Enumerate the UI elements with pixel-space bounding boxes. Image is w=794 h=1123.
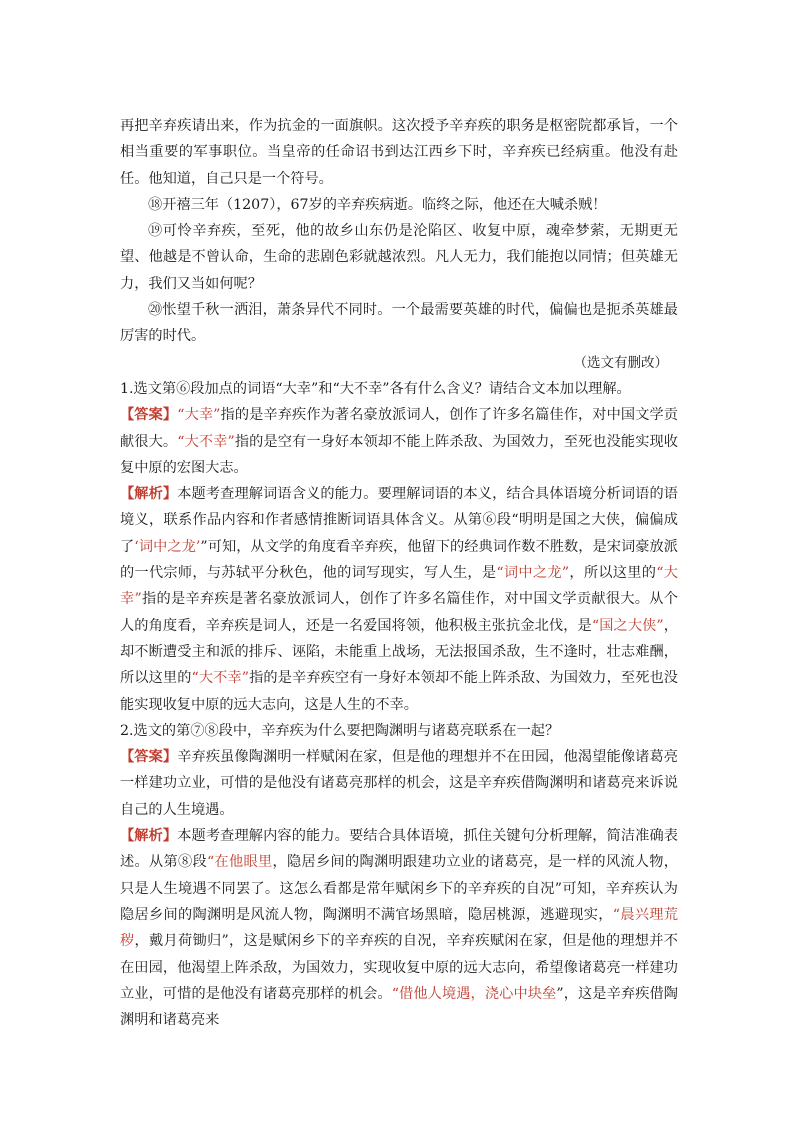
quoted-phrase: “词中之龙” <box>496 565 570 582</box>
answer-2 <box>120 744 678 823</box>
quoted-phrase: “大幸” <box>120 565 678 608</box>
quoted-phrase: “大幸” <box>177 407 221 424</box>
quoted-phrase: “大不幸” <box>177 433 235 450</box>
quoted-phrase: “大不幸” <box>191 670 250 687</box>
paragraph-20: ⑳怅望千秋一洒泪，萧条异代不同时。一个最需要英雄的时代，偏偏也是扼杀英雄最厉害的时代。 <box>120 302 678 345</box>
text-segment: ，却不断遭受主和派的排斥、诬陷，未能重上战场，无法报国杀敌，生不逢时，壮志难酬，所以这里的 <box>120 617 678 687</box>
question-1: 1.选文第⑥段加点的词语“大幸”和“大不幸”各有什么含义？请结合文本加以理解。 <box>120 380 631 397</box>
paragraph-19: ⑲可怜辛弃疾，至死，他的故乡山东仍是沦陷区、收复中原，魂牵梦萦，无期更无望、他越是不曾认命，生命的悲剧色彩就越浓烈。凡人无力，我们能抱以同情；但英雄无力，我们又当如何呢？ <box>120 223 678 292</box>
text-segment: ”，这是辛弃疾借陶渊明和诸葛亮来 <box>120 985 678 1029</box>
text-segment: 指的是辛弃疾作为著名豪放派词人，创作了许多名篇佳作，对中国文学贡献很大。 <box>120 407 678 450</box>
text-segment: 本题考查理解词语含义的能力。要理解词语的本义，结合具体语境分析词语的语境义，联系作品内容和作者感情推断词语具体含义。从第⑥段“明明是国之大侠，偏偏成了 <box>120 486 678 555</box>
analysis-1 <box>120 481 678 718</box>
paragraph-18: ⑱开禧三年（1207），67岁的辛弃疾病逝。临终之际，他还在大喊杀贼！ <box>148 196 607 213</box>
answer-tag: 【答案】 <box>120 407 178 424</box>
answer-1-text <box>120 407 678 476</box>
source-note: （选文有删改） <box>573 354 668 371</box>
quoted-phrase: “国之大侠” <box>591 617 664 634</box>
answer-tag: 【答案】 <box>120 749 178 766</box>
text-segment: 指的是辛弃疾空有一身好本领却不能上阵杀敌、为国效力，至死也没能实现收复中原的远大志向，这是人生的不幸。 <box>120 670 678 713</box>
analysis-2 <box>120 823 678 1033</box>
text-segment: ”可知，从文学的角度看辛弃疾，他留下的经典词作数不胜数，是宋词豪放派的一代宗师，与苏轼平分秋色，他的词写现实，写人生，是 <box>120 538 678 582</box>
analysis-2-text <box>120 828 678 1028</box>
text-segment: 本题考查理解内容的能力。要结合具体语境，抓住关键句分析理解，简洁准确表述。从第⑧段 <box>120 828 678 871</box>
text-segment: ，戴月荷锄归”，这是赋闲乡下的辛弃疾的自况，辛弃疾赋闲在家，但是他的理想并不在田园，他渴望上阵杀敌，为国效力，实现收复中原的远大志向，希望像诸葛亮一样建功立业，可惜的是他没有诸葛亮那样的机会。 <box>120 933 678 1002</box>
text-segment: ，所以这里的 <box>569 565 657 582</box>
analysis-1-text <box>120 486 678 712</box>
text-segment: 辛弃疾虽像陶渊明一样赋闲在家，但是他的理想并不在田园，他渴望能像诸葛亮一样建功立业，可惜的是他没有诸葛亮那样的机会，这是辛弃疾借陶渊明和诸葛亮来诉说自己的人生境遇。 <box>120 749 678 818</box>
quoted-phrase: “晨兴理荒秽 <box>120 906 678 950</box>
text-segment: ，隐居乡间的陶渊明跟建功立业的诸葛亮，是一样的风流人物，只是人生境遇不同罢了。这怎么看都是常年赋闲乡下的辛弃疾的自况”可知，辛弃疾认为隐居乡间的陶渊明是风流人物，陶渊明不满官场黑暗，隐居桃源，逃避现实， <box>120 854 678 923</box>
analysis-tag: 【解析】 <box>120 828 178 845</box>
text-segment: 指的是辛弃疾是著名豪放派词人，创作了许多名篇佳作，对中国文学贡献很大。从个人的角度看，辛弃疾是词人，还是一名爱国将领，他积极主张抗金北伐，是 <box>120 591 678 634</box>
answer-1 <box>120 402 678 481</box>
quoted-phrase: ‘词中之龙’ <box>134 538 201 555</box>
answer-2-text <box>120 749 678 818</box>
quoted-phrase: “借他人境遇，浇心中块垒 <box>391 985 557 1002</box>
question-2: 2.选文的第⑦⑧段中，辛弃疾为什么要把陶渊明与诸葛亮联系在一起？ <box>120 722 560 739</box>
analysis-tag: 【解析】 <box>120 486 178 503</box>
paragraph-17-continued: 再把辛弃疾请出来，作为抗金的一面旗帜。这次授予辛弃疾的职务是枢密院都承旨，一个相当重要的军事职位。当皇帝的任命诏书到达江西乡下时，辛弃疾已经病重。他没有赴任。他知道，自己只是一个符号。 <box>120 118 678 187</box>
document-page <box>120 113 678 1033</box>
text-segment: 指的是空有一身好本领却不能上阵杀敌、为国效力，至死也没能实现收复中原的宏图大志。 <box>120 433 678 476</box>
quoted-phrase: “在他眼里 <box>206 854 273 871</box>
